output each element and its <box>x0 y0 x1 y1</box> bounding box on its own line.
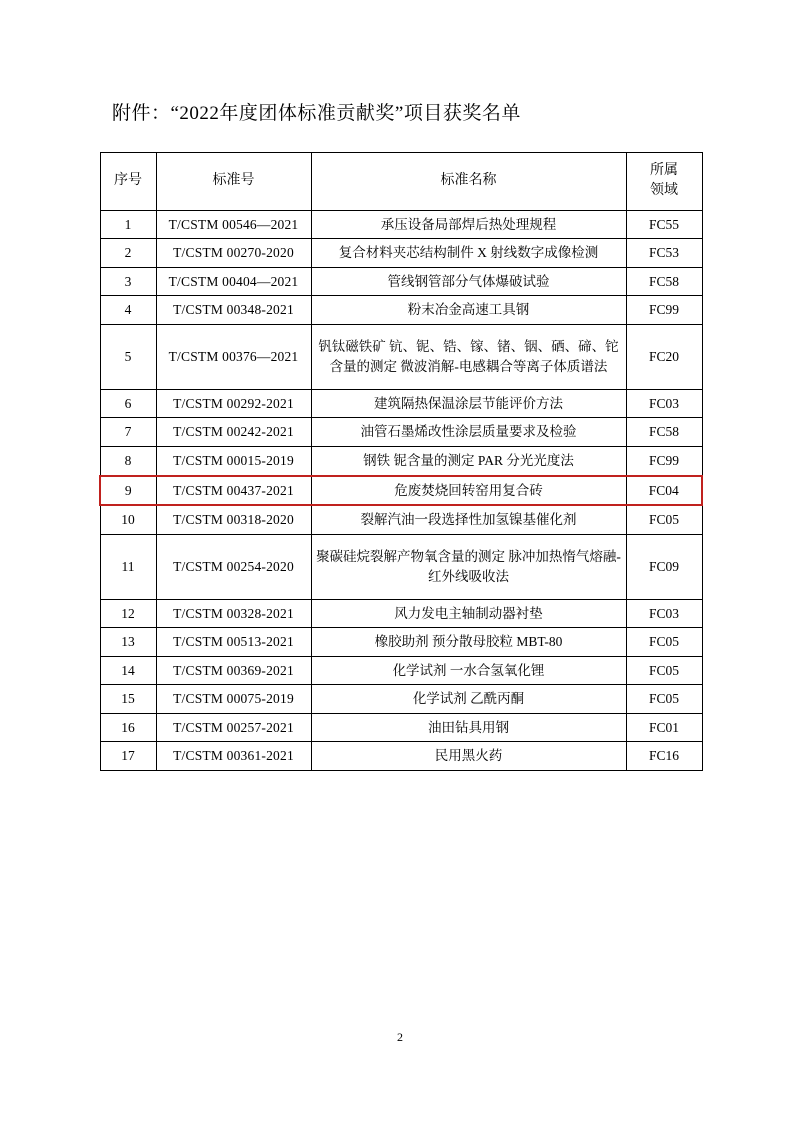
cell-standard-name: 化学试剂 乙酰丙酮 <box>311 685 626 714</box>
cell-field: FC55 <box>626 210 702 239</box>
cell-index: 7 <box>100 418 156 447</box>
cell-index: 12 <box>100 599 156 628</box>
cell-index: 13 <box>100 628 156 657</box>
cell-standard-no: T/CSTM 00513-2021 <box>156 628 311 657</box>
cell-standard-name: 风力发电主轴制动器衬垫 <box>311 599 626 628</box>
cell-standard-no: T/CSTM 00075-2019 <box>156 685 311 714</box>
cell-standard-name: 危废焚烧回转窑用复合砖 <box>311 476 626 506</box>
table-row <box>100 628 702 657</box>
table-row <box>100 742 702 771</box>
cell-index: 9 <box>100 476 156 506</box>
table-row <box>100 713 702 742</box>
cell-standard-no: T/CSTM 00437-2021 <box>156 476 311 506</box>
cell-field: FC05 <box>626 628 702 657</box>
table-body <box>100 210 702 770</box>
cell-field: FC99 <box>626 296 702 325</box>
cell-standard-no: T/CSTM 00292-2021 <box>156 389 311 418</box>
cell-field: FC03 <box>626 599 702 628</box>
cell-index: 11 <box>100 534 156 599</box>
cell-field: FC58 <box>626 418 702 447</box>
cell-standard-no: T/CSTM 00376—2021 <box>156 324 311 389</box>
column-header-field <box>626 153 702 211</box>
table-row <box>100 505 702 534</box>
cell-field: FC05 <box>626 505 702 534</box>
table-row <box>100 599 702 628</box>
table-row <box>100 446 702 475</box>
cell-standard-no: T/CSTM 00348-2021 <box>156 296 311 325</box>
cell-index: 5 <box>100 324 156 389</box>
cell-standard-name: 民用黑火药 <box>311 742 626 771</box>
column-header-field-line2: 领域 <box>650 183 678 199</box>
cell-field: FC01 <box>626 713 702 742</box>
cell-field: FC09 <box>626 534 702 599</box>
table-row <box>100 324 702 389</box>
table-row <box>100 389 702 418</box>
cell-standard-name: 承压设备局部焊后热处理规程 <box>311 210 626 239</box>
cell-field: FC53 <box>626 239 702 268</box>
cell-standard-no: T/CSTM 00328-2021 <box>156 599 311 628</box>
cell-index: 10 <box>100 505 156 534</box>
cell-field: FC99 <box>626 446 702 475</box>
cell-standard-no: T/CSTM 00361-2021 <box>156 742 311 771</box>
cell-index: 15 <box>100 685 156 714</box>
cell-index: 14 <box>100 656 156 685</box>
cell-standard-name: 油管石墨烯改性涂层质量要求及检验 <box>311 418 626 447</box>
cell-standard-no: T/CSTM 00318-2020 <box>156 505 311 534</box>
cell-standard-name: 管线钢管部分气体爆破试验 <box>311 267 626 296</box>
cell-standard-name: 聚碳硅烷裂解产物氧含量的测定 脉冲加热惰气熔融-红外线吸收法 <box>311 534 626 599</box>
cell-index: 17 <box>100 742 156 771</box>
cell-standard-no: T/CSTM 00242-2021 <box>156 418 311 447</box>
cell-index: 2 <box>100 239 156 268</box>
cell-field: FC03 <box>626 389 702 418</box>
table-header-row <box>100 153 702 211</box>
cell-index: 8 <box>100 446 156 475</box>
cell-index: 16 <box>100 713 156 742</box>
cell-index: 4 <box>100 296 156 325</box>
cell-field: FC16 <box>626 742 702 771</box>
cell-standard-no: T/CSTM 00369-2021 <box>156 656 311 685</box>
table-header <box>100 153 702 211</box>
cell-index: 6 <box>100 389 156 418</box>
table-row <box>100 656 702 685</box>
cell-standard-no: T/CSTM 00404—2021 <box>156 267 311 296</box>
award-list-table-container <box>99 152 701 771</box>
cell-standard-name: 裂解汽油一段选择性加氢镍基催化剂 <box>311 505 626 534</box>
cell-standard-name: 复合材料夹芯结构制件 X 射线数字成像检测 <box>311 239 626 268</box>
cell-field: FC05 <box>626 656 702 685</box>
column-header-standard-name: 标准名称 <box>311 153 626 211</box>
cell-index: 3 <box>100 267 156 296</box>
cell-field: FC05 <box>626 685 702 714</box>
cell-standard-name: 油田钻具用钢 <box>311 713 626 742</box>
cell-standard-no: T/CSTM 00257-2021 <box>156 713 311 742</box>
cell-index: 1 <box>100 210 156 239</box>
table-row <box>100 239 702 268</box>
cell-standard-name: 橡胶助剂 预分散母胶粒 MBT-80 <box>311 628 626 657</box>
cell-standard-name: 建筑隔热保温涂层节能评价方法 <box>311 389 626 418</box>
page-title: 附件：“2022年度团体标准贡献奖”项目获奖名单 <box>112 103 521 124</box>
cell-standard-name: 钢铁 铌含量的测定 PAR 分光光度法 <box>311 446 626 475</box>
cell-field: FC04 <box>626 476 702 506</box>
cell-field: FC58 <box>626 267 702 296</box>
cell-standard-name: 粉末冶金高速工具钢 <box>311 296 626 325</box>
cell-field: FC20 <box>626 324 702 389</box>
cell-standard-no: T/CSTM 00270-2020 <box>156 239 311 268</box>
cell-standard-name: 化学试剂 一水合氢氧化锂 <box>311 656 626 685</box>
cell-standard-no: T/CSTM 00254-2020 <box>156 534 311 599</box>
cell-standard-name: 钒钛磁铁矿 钪、铌、锆、镓、锗、铟、硒、碲、铊含量的测定 微波消解-电感耦合等离子体质谱法 <box>311 324 626 389</box>
cell-standard-no: T/CSTM 00546—2021 <box>156 210 311 239</box>
page-number: 2 <box>397 1030 403 1044</box>
table-row <box>100 418 702 447</box>
cell-standard-no: T/CSTM 00015-2019 <box>156 446 311 475</box>
column-header-index: 序号 <box>100 153 156 211</box>
table-row <box>100 210 702 239</box>
column-header-standard-no: 标准号 <box>156 153 311 211</box>
column-header-field-line1: 所属 <box>650 163 678 178</box>
award-list-table <box>99 152 703 771</box>
table-row <box>100 476 702 506</box>
table-row <box>100 685 702 714</box>
table-row <box>100 296 702 325</box>
table-row <box>100 267 702 296</box>
table-row <box>100 534 702 599</box>
